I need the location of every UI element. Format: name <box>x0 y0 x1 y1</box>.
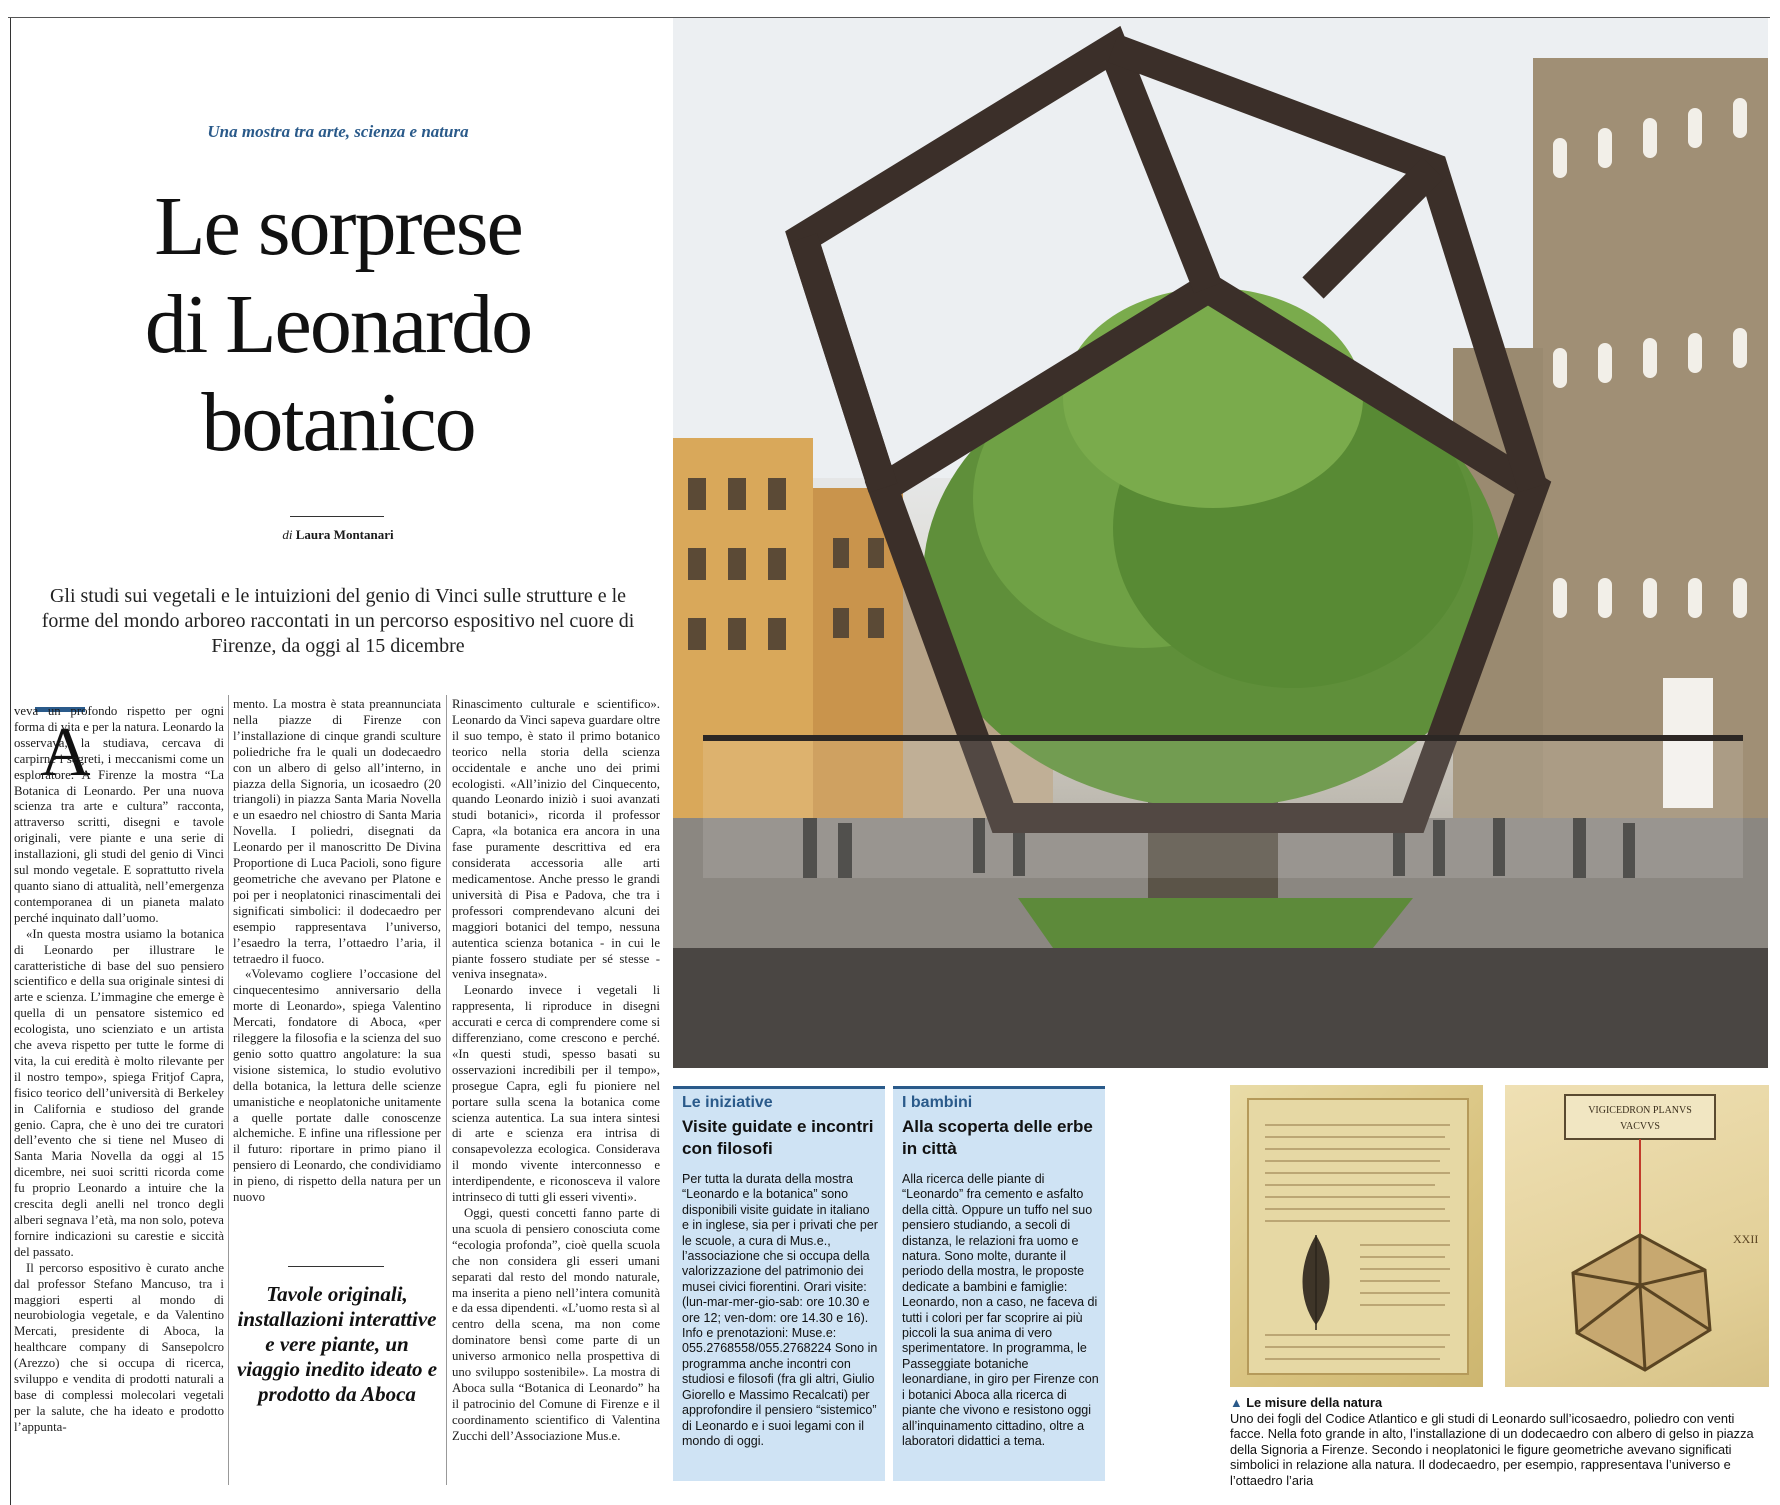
headline-line-1: Le sorprese <box>154 180 522 273</box>
drop-cap: A <box>40 714 91 791</box>
initiatives-text: Per tutta la durata della mostra “Leonardo e la botanica” sono disponibili visite guidate in italiano e in inglese, sia per i privati che per le scuole, a cura di Mus.e., l’associazione che si occupa della valorizzazione del patrimonio dei musei civici fiorentini. Orari visite: (lun-mar-mer-gio-sab: ore 10.30 e ore 12; ven-dom: ore 14.30 e 16). Info e prenotazioni: Muse.e: 055.2768558/055.2768224 Sono in programma anche incontri con studiosi e filosofi (fra gli altri, Giulio Giorello e Massimo Recalcati) per approfondire il pensiero “sistemico” di Leonardo e i suoi legami con il mondo di oggi. <box>682 1172 878 1448</box>
pull-quote: Tavole originali, installazioni interattive e vere piante, un viaggio inedito ideato e prodotto da Aboca <box>236 1282 438 1406</box>
initiatives-title: Visite guidate e incontri con filosofi <box>682 1117 874 1158</box>
manuscript-illustration <box>1230 1085 1483 1387</box>
article-column-2 <box>233 697 441 1205</box>
manuscript-label-line-2: VACVVS <box>1620 1121 1660 1132</box>
initiatives-box <box>673 1086 885 1481</box>
children-text: Alla ricerca delle piante di “Leonardo” fra cemento e asfalto della città. Oppure un tuffo nel suo pensiero studiando, a secoli di distanza, le relazioni fra uomo e natura. Sono molte, durante il periodo della mostra, le proposte dedicate a bambini e famiglie: Leonardo, non a caso, ne faceva di tutti i colori per far scoprire ai più piccoli la sua anima di vero sperimentatore. In programma, le Passeggiate botaniche leonardiane, in giro per Firenze con i botanici Aboca alla ricerca di piante che vivono e resistono oggi all’inquinamento cittadino, oltre a laboratori didattici a tema. <box>902 1172 1099 1448</box>
icosahedron-drawing-image <box>1505 1085 1769 1387</box>
paragraph: Rinascimento culturale e scientifico». Leonardo da Vinci sapeva guardare oltre il suo tempo, è stato il primo botanico teorico nella storia della scienza occidentale e anche uno dei primi ecologisti. «All’inizio del Cinquecento, quando Leonardo iniziò i suoi avanzati studi botanici», ricorda il professor Capra, «la botanica era ancora in una fase puramente descrittiva ed era considerata accessoria alle arti medicamentose. Anche presso le grandi università di Pisa e Padova, che tra i professori comprendevano alcuni dei maggiori botanici del tempo, nessuna autentica scienza botanica - in cui le piante fossero studiate per sé stesse - veniva insegnata». <box>452 697 660 982</box>
paragraph: veva un profondo rispetto per ogni forma di vita e per la natura. Leonardo la osservava, la studiava, cercava di carpirne i segreti, i meccanismi come un esploratore. A Firenze la mostra “La Botanica di Leonardo. Per una nuova scienza tra arte e cultura” racconta, attraverso scritti, disegni e tavole originali, vere piante e una serie di installazioni, gli studi del genio di Vinci sul mondo vegetale. E soprattutto rivela quanto siano di attualità, nell’emergenza contemporanea di un pianeta malato perché inquinato dall’uomo. <box>14 704 224 925</box>
headline-line-3: botanico <box>201 376 475 469</box>
paragraph: Oggi, questi concetti fanno parte di una scuola di pensiero conosciuta come “ecologia profonda”, cioè quella scuola che non considera gli esseri umani separati dal resto del mondo naturale, ma inserita a pieno nell’intera comunità e da essa dipendenti. «L’uomo resta sì al centro della scena, ma non come dominatore bensì come parte di un universo armonico nella prospettiva di uno sviluppo sostenibile». La mostra di Aboca sulla “Botanica di Leonardo” ha il patrocinio del Comune di Firenze e il coordinamento scientifico di Valentina Zucchi dell’Associazione Mus.e. <box>452 1206 660 1443</box>
box-accent-rule <box>893 1086 1105 1089</box>
paragraph: «Volevamo cogliere l’occasione del cinquecentesimo anniversario della morte di Leonardo», spiega Valentino Mercati, fondatore di Aboca, «per rileggere la filosofia e la scienza del suo genio sotto quattro angolature: la sua visione sistemica, lo studio evolutivo della botanica, la lettura delle scienze umanistiche e neoplatoniche unitamente a quelle portate dalle conoscenze alchemiche. E infine una riflessione per il futuro: riportare in primo piano il pensiero di Leonardo, che condividiamo in pieno, di rispetto della natura per un nuovo <box>233 967 441 1205</box>
box-accent-rule <box>673 1086 885 1089</box>
paragraph: mento. La mostra è stata preannunciata nella piazze di Firenze con l’installazione di cinque grandi sculture poliedriche fra le quali un dodecaedro con un albero di gelso all’interno, in piazza della Signoria, un icosaedro (20 triangoli) in piazza Santa Maria Novella e un esaedro nel chiostro di Santa Maria Novella. I poliedri, disegnati da Leonardo per il manoscritto De Divina Proportione di Luca Pacioli, sono figure geometriche che avevano per Platone e poi per i neoplatonici rinascimentali dei significati simbolici: il dodecaedro per esempio rappresentava l’universo, l’esaedro la terra, l’ottaedro l’aria, il tetraedro il fuoco. <box>233 697 441 966</box>
icosahedron-illustration <box>1505 1085 1769 1387</box>
headline-line-2: di Leonardo <box>144 278 532 371</box>
paragraph: Il percorso espositivo è curato anche dal professor Stefano Mancuso, tra i maggiori esperti al mondo di neurobiologia vegetale, e da Valentino Mercati, presidente di Aboca, la healthcare company di Sansepolcro (Arezzo) che si occupa di ricerca, sviluppo e vendita di prodotti naturali a base di complessi molecolari vegetali per la salute, che ha ideato e prodotto l’appunta- <box>14 1260 224 1434</box>
left-border <box>10 18 11 1505</box>
column-divider <box>446 695 447 1485</box>
paragraph: «In questa mostra usiamo la botanica di Leonardo per illustrare le caratteristiche di base del suo pensiero scientifico e della sua originale sintesi di arte e scienza. L’immagine che emerge è quella di un pensatore sistemico ed ecologista, uno scienziato e un artista che aveva rispetto per tutte le forme di vita, la cui eredità è molto rilevante per il nostro tempo», spiega Fritjof Capra, fisico teorico dell’università di Berkeley in California e studioso del grande genio. Capra, che è uno dei tre curatori dell’evento che si tiene nel Museo di Santa Maria Novella da oggi al 15 dicembre, nei suoi scritti ricorda come fu proprio Leonardo a intuire che la crescita degli anelli nel tronco degli alberi segnava l’età, ma non solo, poteva fornire indicazioni su carestie e siccità del passato. <box>14 926 224 1259</box>
manuscript-numeral: XXII <box>1733 1232 1759 1246</box>
children-title: Alla scoperta delle erbe in città <box>902 1117 1093 1158</box>
article-column-3 <box>452 697 660 1487</box>
byline-prefix: di <box>282 527 293 542</box>
caption-title: Le misure della natura <box>1246 1395 1383 1410</box>
byline-author: Laura Montanari <box>295 527 394 542</box>
main-photo-dodecahedron-tree <box>673 18 1768 1068</box>
headline <box>40 178 636 472</box>
children-box <box>893 1086 1105 1481</box>
subhead: Gli studi sui vegetali e le intuizioni del genio di Vinci sulle strutture e le forme del mondo arboreo raccontati in un percorso espositivo nel cuore di Firenze, da oggi al 15 dicembre <box>41 585 635 657</box>
article-column-1 <box>14 704 224 1484</box>
children-label: I bambini <box>902 1094 973 1111</box>
byline <box>40 527 636 543</box>
photo-caption <box>1230 1395 1770 1489</box>
photo-illustration <box>673 18 1768 1068</box>
paragraph: Leonardo invece i vegetali li rappresenta, li riproduce in disegni accurati e cerca di comprendere come si differenziano, come crescono e perché. «In questi studi, spesso basati su osservazioni incredibili per il tempo», prosegue Capra, egli fu pioniere nel portare sulla scena la botanica come scienza autentica. La sua intera sintesi di arte e scienza era intrisa di consapevolezza ecologica. Considerava il mondo vivente interconnesso e interdipendente, e riconosceva il valore intrinseco di tutti gli esseri viventi». <box>452 983 660 1205</box>
caption-text: Uno dei fogli del Codice Atlantico e gli studi di Leonardo sull’icosaedro, poliedro con venti facce. Nella foto grande in alto, l’installazione di un dodecaedro con albero di gelso in piazza della Signoria a Firenze. Secondo i neoplatonici le figure geometriche avevano significati simbolici in relazione alla natura. Il dodecaedro, per esempio, rappresentava l’universo e l’ottaedro l’aria <box>1230 1410 1754 1488</box>
kicker: Una mostra tra arte, scienza e natura <box>207 122 469 141</box>
caption-marker-icon: ▲ <box>1230 1395 1243 1410</box>
manuscript-label-line-1: VIGICEDRON PLANVS <box>1588 1105 1692 1116</box>
pull-quote-rule-top <box>288 1266 384 1267</box>
codex-atlanticus-page-image <box>1230 1085 1483 1387</box>
initiatives-label: Le iniziative <box>682 1094 773 1111</box>
byline-rule <box>290 516 384 517</box>
column-divider <box>228 695 229 1485</box>
